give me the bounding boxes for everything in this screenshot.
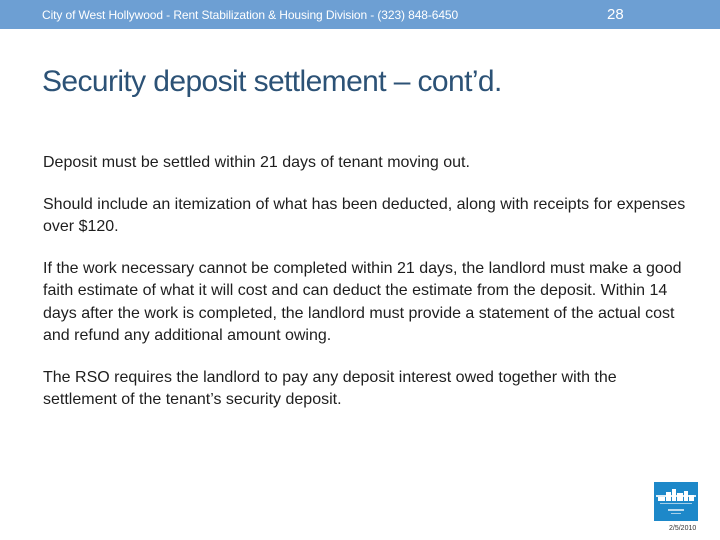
- header-bar: [0, 0, 720, 29]
- body-paragraph: Deposit must be settled within 21 days of tenant moving out.: [43, 154, 470, 171]
- body-paragraph: If the work necessary cannot be completed within 21 days, the landlord must make a good faith estimate of what it will cost and can deduct the estimate from the deposit. Within 14 days after the work is completed, the landlord must provide a statement of the actual cost and refund any additional amount owing.: [43, 259, 682, 344]
- city-logo-icon: [654, 482, 698, 521]
- footer-date: 2/5/2010: [669, 525, 697, 532]
- body-paragraph: The RSO requires the landlord to pay any deposit interest owed together with the settlement of the tenant’s security deposit.: [43, 368, 617, 408]
- slide-title: Security deposit settlement – cont’d.: [42, 65, 502, 98]
- slide-body: [43, 152, 691, 431]
- body-paragraph: Should include an itemization of what has been deducted, along with receipts for expenses over $120.: [43, 195, 686, 235]
- slide-number: 28: [607, 6, 624, 23]
- header-text: City of West Hollywood - Rent Stabilization & Housing Division - (323) 848-6450: [42, 8, 459, 22]
